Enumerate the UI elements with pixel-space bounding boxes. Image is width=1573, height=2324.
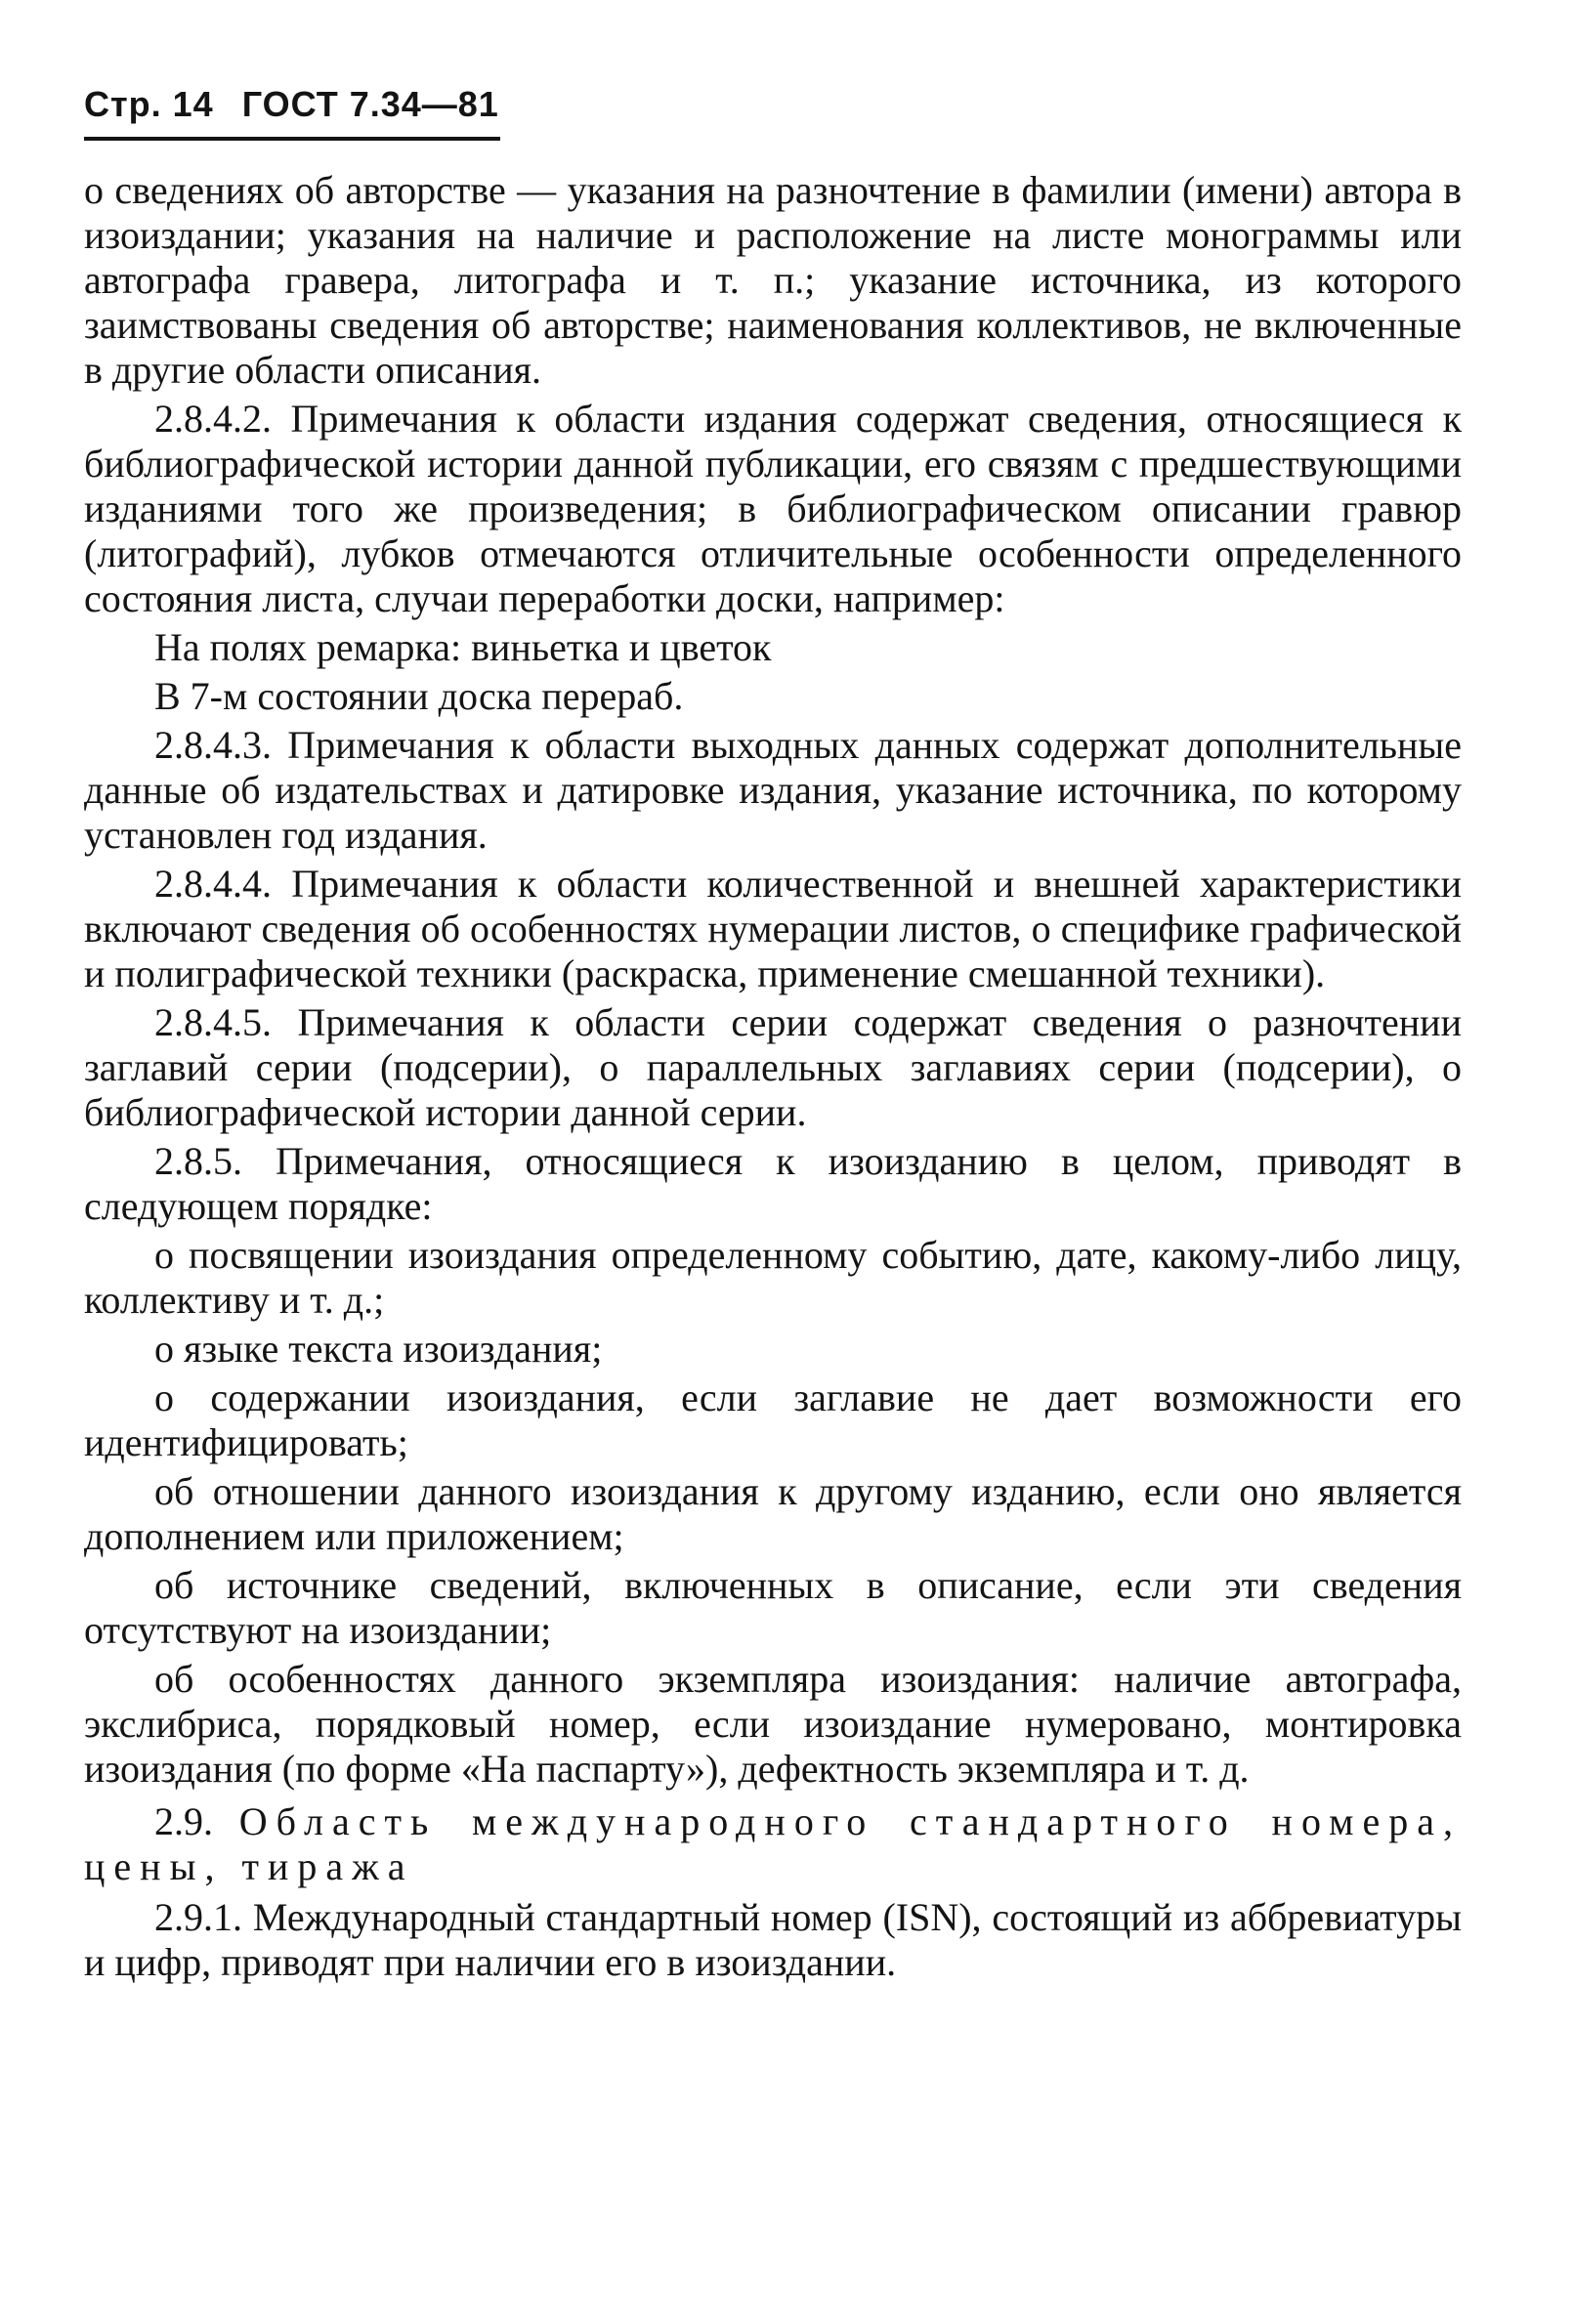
list-item-relation: об отношении данного изоиздания к другому изданию, если оно является дополнением или приложением; [84, 1469, 1462, 1558]
document-body [84, 168, 1462, 1989]
list-item-source: об источнике сведений, включенных в описание, если эти сведения отсутствуют на изоиздании; [84, 1563, 1462, 1652]
running-head [84, 84, 517, 125]
example-line-1: На полях ремарка: виньетка и цветок [154, 625, 772, 669]
paragraph-2-9-1: 2.9.1. Международный стандартный номер (ISN), состоящий из аббревиатуры и цифр, приводят при наличии его в изоиздании. [84, 1895, 1462, 1984]
header-rule [84, 137, 500, 141]
paragraph-2-8-4-2: 2.8.4.2. Примечания к области издания содержат сведения, относящиеся к библиографической истории данной публикации, его связям с предшествующими изданиями того же произведения; в библиографическом описании гравюр (литографий), лубков отмечаются отличительные особенности определенного состояния листа, случаи переработки доски, например: [84, 397, 1462, 620]
list-item-copy-features: об особенностях данного экземпляра изоиздания: наличие автографа, экслибриса, порядковый номер, если изоиздание нумеровано, монтировка изоиздания (по форме «На паспарту»), дефектность экземпляра и т. д. [84, 1657, 1462, 1791]
standard-number: ГОСТ 7.34—81 [241, 84, 499, 124]
paragraph-2-8-4-5: 2.8.4.5. Примечания к области серии содержат сведения о разночтении заглавий серии (подсерии), о параллельных заглавиях серии (подсерии), о библиографической истории данной серии. [84, 1000, 1462, 1134]
paragraph-2-8-4-3: 2.8.4.3. Примечания к области выходных данных содержат дополнительные данные об издательствах и датировке издания, указание источника, по которому установлен год издания. [84, 723, 1462, 857]
paragraph-2-8-5: 2.8.5. Примечания, относящиеся к изоизданию в целом, приводят в следующем порядке: [84, 1139, 1462, 1228]
list-item-content: о содержании изоиздания, если заглавие не дает возможности его идентифицировать; [84, 1375, 1462, 1464]
list-item-dedication: о посвящении изоиздания определенному событию, дате, какому-либо лицу, коллективу и т. д.; [84, 1233, 1462, 1322]
section-heading-2-9 [84, 1799, 1462, 1889]
list-item-language: о языке текста изоиздания; [154, 1327, 603, 1371]
paragraph-2-8-4-4: 2.8.4.4. Примечания к области количественной и внешней характеристики включают сведения об особенностях нумерации листов, о специфике графической и полиграфической техники (раскраска, применение смешанной техники). [84, 862, 1462, 995]
paragraph-authorship-notes: о сведениях об авторстве — указания на разночтение в фамилии (имени) автора в изоиздании; указания на наличие и расположение на листе монограммы или автографа гравера, литографа и т. п.; указание источника, из которого заимствованы сведения об авторстве; наименования коллективов, не включенные в другие области описания. [84, 168, 1462, 392]
section-number: 2.9. [154, 1799, 213, 1843]
example-line-2: В 7-м состоянии доска перераб. [154, 674, 684, 718]
page-label: Стр. 14 [84, 84, 214, 124]
section-title: Область международного стандартного номера, цены, тиража [84, 1799, 1462, 1888]
